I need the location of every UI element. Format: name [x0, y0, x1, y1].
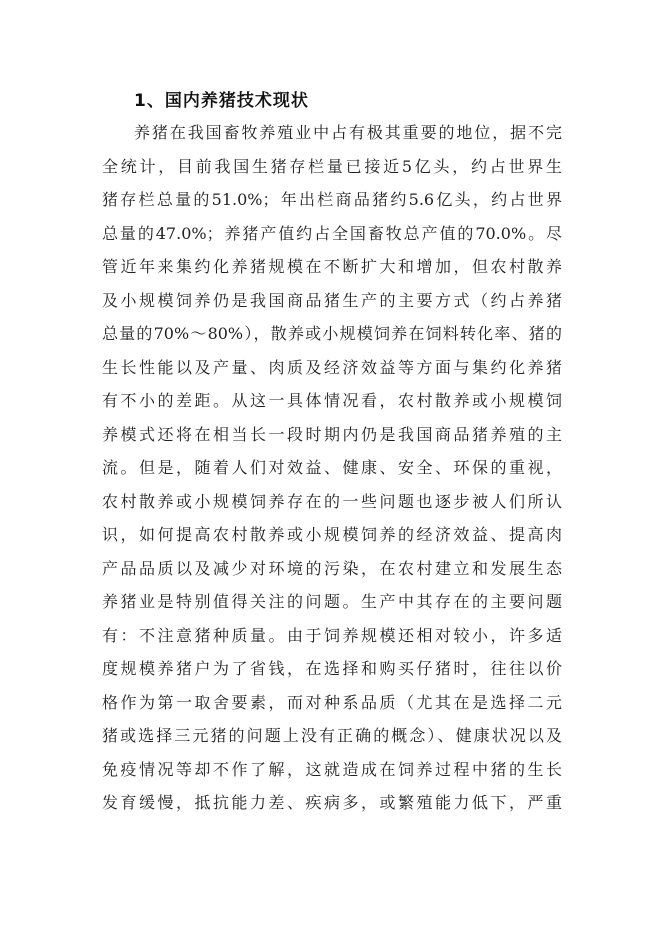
paragraph-line: 总量的47.0%；养猪产值约占全国畜牧总产值的70.0%。尽	[102, 223, 562, 243]
paragraph-line: 格作为第一取舍要素，而对种系品质（尤其在是选择二元	[102, 692, 562, 712]
paragraph-line: 发育缓慢，抵抗能力差、疾病多，或繁殖能力低下，严重	[102, 793, 562, 812]
section-heading: 1、国内养猪技术现状	[134, 91, 309, 111]
paragraph-line: 识，如何提高农村散养或小规模饲养的经济效益、提高肉	[102, 525, 562, 544]
paragraph-line: 度规模养猪户为了省钱，在选择和购买仔猪时，往往以价	[102, 659, 562, 678]
paragraph-line: 及小规模饲养仍是我国商品猪生产的主要方式（约占养猪	[102, 290, 562, 310]
paragraph-line: 猪或选择三元猪的问题上没有正确的概念）、健康状况以及	[102, 726, 562, 745]
paragraph-line: 养猪在我国畜牧养殖业中占有极其重要的地位，据不完	[134, 123, 562, 142]
paragraph-line: 总量的70%～80%），散养或小规模饲养在饲料转化率、猪的	[102, 324, 562, 343]
paragraph-line: 农村散养或小规模饲养存在的一些问题也逐步被人们所认	[102, 491, 562, 511]
paragraph-line: 有不小的差距。从这一具体情况看，农村散养或小规模饲	[102, 391, 562, 410]
paragraph-line: 产品品质以及减少对环境的污染，在农村建立和发展生态	[102, 558, 562, 578]
paragraph-line: 免疫情况等却不作了解，这就造成在饲养过程中猪的生长	[102, 759, 562, 779]
paragraph-line: 猪存栏总量的51.0%；年出栏商品猪约5.6亿头，约占世界	[102, 190, 562, 209]
paragraph-line: 全统计，目前我国生猪存栏量已接近5亿头，约占世界生	[102, 156, 562, 176]
paragraph-line: 生长性能以及产量、肉质及经济效益等方面与集约化养猪	[102, 357, 562, 377]
paragraph-line: 有：不注意猪种质量。由于饲养规模还相对较小，许多适	[102, 625, 562, 645]
paragraph-line: 养模式还将在相当长一段时期内仍是我国商品猪养殖的主	[102, 424, 562, 444]
paragraph-line: 养猪业是特别值得关注的问题。生产中其存在的主要问题	[102, 592, 562, 611]
body-paragraph	[102, 116, 562, 820]
paragraph-line: 管近年来集约化养猪规模在不断扩大和增加，但农村散养	[102, 257, 562, 276]
paragraph-line: 流。但是，随着人们对效益、健康、安全、环保的重视，	[102, 458, 562, 477]
